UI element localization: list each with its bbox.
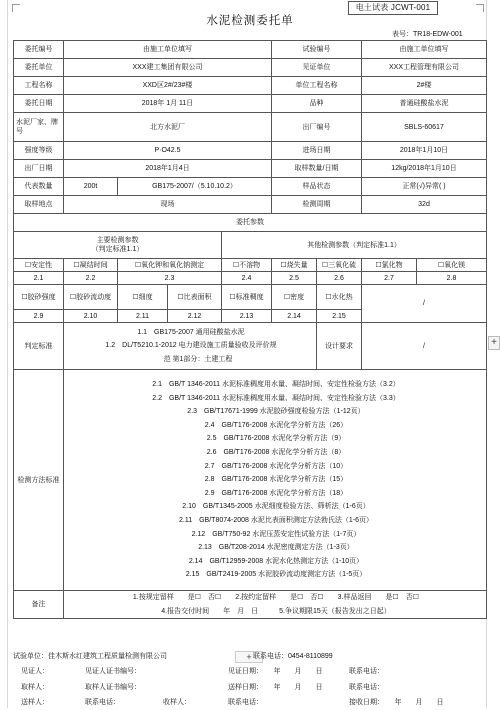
method-line: 2.2 GB/T 1346-2011 水泥标准稠度用水量、凝结时间、安定性检验方法（3.3） [152, 394, 400, 402]
cell-label: 见证单位 [272, 59, 362, 77]
param-checkbox[interactable]: ☐氯化物 [362, 259, 417, 272]
judgement-list [64, 323, 317, 370]
cell-value[interactable]: SBLS-60617 [362, 113, 487, 142]
cell-value[interactable]: XXD区2#/23#楼 [64, 77, 272, 95]
param-number: 2.3 [118, 272, 222, 285]
param-number: 2.11 [118, 310, 168, 323]
witness-cert-label: 见证人证书编号： [85, 668, 141, 675]
receive-date-label: 接收日期： 年 月 日 [349, 699, 444, 706]
methods-list [64, 370, 487, 591]
cell-value[interactable]: 由施工单位填写 [362, 41, 487, 59]
cell-label: 试验编号 [272, 41, 362, 59]
witness-phone-label: 联系电话： [349, 668, 384, 675]
manufacturer-row [14, 113, 487, 142]
form-number: 表号：TR18-EDW-001 [392, 31, 463, 38]
method-line: 2.7 GB/T176-2008 水泥化学分析方法（10） [204, 462, 348, 470]
param-number: 2.10 [64, 310, 118, 323]
param-checkbox[interactable]: ☐细度 [118, 285, 168, 310]
judgement-label: 判定标准 [14, 323, 64, 370]
param-number: 2.4 [222, 272, 272, 285]
commission-form-table [13, 40, 487, 619]
cell-label: 委托编号 [14, 41, 64, 59]
cell-value[interactable]: 12kg/2018年1月10日 [362, 160, 487, 178]
method-line: 2.1 GB/T 1346-2011 水泥标准稠度用水量、凝结时间、安定性检验方法（3.2） [152, 381, 400, 389]
cell-value[interactable]: 2018年 1月 11日 [64, 95, 272, 113]
cell-value[interactable]: 2018年1月10日 [362, 142, 487, 160]
cell-label: 品种 [272, 95, 362, 113]
param-number: 2.2 [64, 272, 118, 285]
notes-list [64, 591, 487, 619]
note-line: 4.报告交付时间 年 月 日 5.争议期限15天（报告发出之日起） [161, 607, 391, 615]
method-line: 2.3 GB/T17671-1999 水泥胶砂强度检验方法（1-12页） [187, 408, 365, 416]
param-checkbox-row [14, 285, 487, 310]
cell-label: 取样地点 [14, 196, 64, 214]
cell-value[interactable]: P·O42.5 [64, 142, 272, 160]
cell-label: 检测周期 [272, 196, 362, 214]
testing-unit: 试验单位：佳木斯水红建筑工程质量检测有限公司 [13, 653, 167, 660]
main-params-header [14, 232, 222, 259]
param-checkbox-row [14, 259, 487, 272]
params-title-row [14, 214, 487, 232]
param-checkbox[interactable]: ☐凝结时间 [64, 259, 118, 272]
design-value[interactable]: / [362, 323, 487, 370]
method-line: 2.15 GB/T2419-2005 水泥胶砂流动度测定方法（1-5页） [185, 571, 367, 579]
judgement-line: 1.2 DL/T5210.1-2012 电力建设施工质量验收及评价规 [105, 342, 277, 350]
cell-value[interactable]: 由施工单位填写 [64, 41, 272, 59]
param-number: 2.15 [317, 310, 362, 323]
cell-label: 水泥厂家、牌号 [14, 113, 64, 142]
params-title: 委托参数 [14, 214, 487, 232]
param-number: 2.14 [272, 310, 317, 323]
design-label: 设计要求 [317, 323, 362, 370]
sampler-phone-label: 联系电话： [349, 684, 384, 691]
main-params-subtitle: （判定标准1.1） [91, 246, 144, 253]
info-row [14, 77, 487, 95]
cell-label: 强度等级 [14, 142, 64, 160]
cell-value[interactable]: 普通硅酸盐水泥 [362, 95, 487, 113]
param-checkbox[interactable]: ☐胶砂强度 [14, 285, 64, 310]
cell-value[interactable]: 正常(√)异常( ) [362, 178, 487, 196]
cell-label: 样品状态 [272, 178, 362, 196]
cell-label: 出厂日期 [14, 160, 64, 178]
cell-value[interactable]: 32d [362, 196, 487, 214]
param-checkbox[interactable]: ☐密度 [272, 285, 317, 310]
sampler-label: 取样人： [21, 684, 49, 691]
method-line: 2.14 GB/T12959-2008 水泥水化热测定方法（1-10页） [188, 557, 364, 565]
other-params-header: 其他检测参数（判定标准1.1） [222, 232, 487, 259]
param-checkbox[interactable]: ☐安定性 [14, 259, 64, 272]
param-checkbox[interactable]: ☐比表面积 [168, 285, 222, 310]
main-params-title: 主要检测参数 [96, 237, 139, 244]
cell-label: 委托日期 [14, 95, 64, 113]
cell-value[interactable]: 200t [64, 178, 118, 196]
sending-date-label: 送样日期： 年 月 日 [228, 684, 323, 691]
notes-row [14, 591, 487, 619]
cell-label: 取样数量/日期 [272, 160, 362, 178]
param-number: 2.1 [14, 272, 64, 285]
method-line: 2.8 GB/T176-2008 水泥化学分析方法（15） [204, 476, 348, 484]
method-line: 2.11 GB/T8074-2008 水泥比表面积测定方法勃氏法（1-6页） [179, 516, 373, 524]
param-checkbox[interactable]: ☐不溶物 [222, 259, 272, 272]
corner-mark [12, 4, 20, 12]
footer-line [13, 651, 333, 661]
sender-label: 送样人： [21, 699, 49, 706]
witness-date-label: 见证日期： 年 月 日 [228, 668, 323, 675]
param-number: 2.8 [417, 272, 487, 285]
param-number: 2.12 [168, 310, 222, 323]
receiver-label: 收样人： [163, 699, 191, 706]
param-number-row [14, 272, 487, 285]
document-title: 水泥检测委托单 [206, 15, 294, 27]
param-checkbox[interactable]: ☐氧化钾和氧化钠测定 [118, 259, 222, 272]
cell-label: 工程名称 [14, 77, 64, 95]
judgement-line: 1.1 GB175-2007 通用硅酸盐水泥 [137, 328, 245, 336]
method-line: 2.9 GB/T176-2008 水泥化学分析方法（18） [204, 489, 348, 497]
cell-value[interactable]: 北方水泥厂 [64, 113, 272, 142]
method-line: 2.5 GB/T176-2008 水泥化学分析方法（9） [206, 435, 346, 443]
cell-value[interactable]: XXX建工集团有限公司 [64, 59, 272, 77]
form-code-box: 电土试表 JCWT-001 [348, 1, 438, 15]
info-row [14, 196, 487, 214]
param-checkbox[interactable]: ☐标准稠度 [222, 285, 272, 310]
param-checkbox[interactable]: ☐胶砂流动度 [64, 285, 118, 310]
method-line: 2.6 GB/T176-2008 水泥化学分析方法（8） [206, 449, 346, 457]
method-line: 2.4 GB/T176-2008 水泥化学分析方法（26） [204, 421, 348, 429]
note-line: 1.按规定留样 是☐ 否☐ 2.按约定留样 是☐ 否☐ 3.样品返回 是☐ 否☐ [132, 594, 420, 601]
judgement-row [14, 323, 487, 370]
cell-value[interactable]: XXX工程管理有限公司 [362, 59, 487, 77]
param-number: 2.13 [222, 310, 272, 323]
cell-value[interactable]: GB175-2007/（5.10.10.2） [118, 178, 272, 196]
cell-label: 单位工程名称 [272, 77, 362, 95]
sampler-cert-label: 取样人证书编号： [85, 684, 141, 691]
info-row [14, 95, 487, 113]
param-number: 2.6 [317, 272, 362, 285]
info-row [14, 41, 487, 59]
cell-value[interactable]: 2#楼 [362, 77, 487, 95]
info-row [14, 142, 487, 160]
cell-value[interactable]: 2018年1月4日 [64, 160, 272, 178]
params-header-row [14, 232, 487, 259]
sender-phone-label: 联系电话： [85, 699, 120, 706]
corner-mark [476, 4, 484, 12]
representative-row [14, 178, 487, 196]
param-number: 2.9 [14, 310, 64, 323]
add-row-plus-icon[interactable]: + [488, 336, 500, 350]
method-line: 2.13 GB/T208-2014 水泥密度测定方法（1-3页） [198, 544, 354, 552]
cell-label: 代表数量 [14, 178, 64, 196]
param-number: 2.5 [272, 272, 317, 285]
param-checkbox[interactable]: ☐三氧化硫 [317, 259, 362, 272]
judgement-line: 范 第1部分：土建工程 [149, 355, 233, 363]
info-row [14, 59, 487, 77]
testing-unit-phone: 联系电话：0454-8110899 [253, 653, 333, 660]
info-row [14, 160, 487, 178]
receiver-phone-label: 联系电话： [228, 699, 263, 706]
notes-label: 备注 [14, 591, 64, 619]
param-checkbox[interactable]: ☐水化热 [317, 285, 362, 310]
param-checkbox[interactable]: ☐烧失量 [272, 259, 317, 272]
cell-value[interactable]: 现场 [64, 196, 272, 214]
cell-label: 进场日期 [272, 142, 362, 160]
methods-label: 检测方法标准 [14, 370, 64, 591]
param-number: 2.7 [362, 272, 417, 285]
param-checkbox[interactable]: ☐氧化镁 [417, 259, 487, 272]
method-line: 2.12 GB/T750-92 水泥压蒸安定性试验方法（1-7页） [191, 530, 361, 538]
slash-cell: / [362, 285, 487, 323]
methods-row [14, 370, 487, 591]
add-row-plus-icon[interactable]: + [235, 651, 263, 663]
witness-label: 见证人： [21, 668, 49, 675]
cell-label: 委托单位 [14, 59, 64, 77]
method-line: 2.10 GB/T1345-2005 水泥细度检验方法、筛析法（1-6页） [182, 503, 370, 511]
cell-label: 出厂编号 [272, 113, 362, 142]
